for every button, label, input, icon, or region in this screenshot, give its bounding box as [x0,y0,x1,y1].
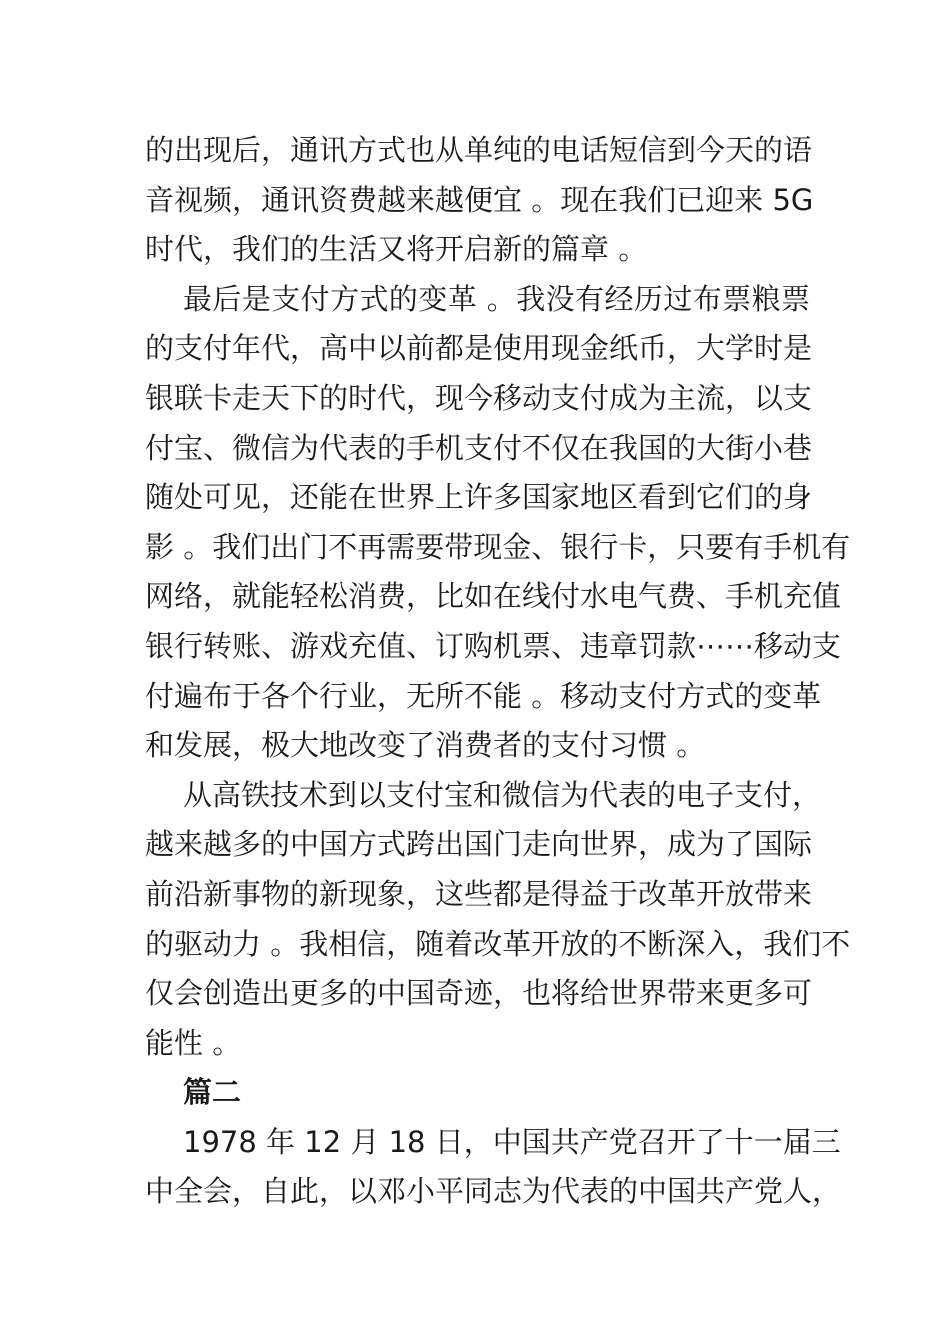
text-line: 的出现后，通讯方式也从单纯的电话短信到今天的语 [145,133,813,167]
text-line: 和发展，极大地改变了消费者的支付习惯 。 [145,728,706,763]
paragraph-first-line: 最后是支付方式的变革 。我没有经历过布票粮票 [183,281,810,316]
text-line: 中全会，自此，以邓小平同志为代表的中国共产党人， [145,1174,842,1209]
text-line: 音视频，通讯资费越来越便宜 。现在我们已迎来 5G [145,182,814,217]
text-line: 随处可见，还能在世界上许多国家地区看到它们的身 [145,480,813,515]
text-line: 的驱动力 。我相信，随着改革开放的不断深入，我们不 [145,926,851,961]
paragraph-first-line: 从高铁技术到以支付宝和微信为代表的电子支付， [183,777,822,812]
text-line: 仅会创造出更多的中国奇迹，也将给世界带来更多可 [145,976,813,1011]
text-line: 网络，就能轻松消费，比如在线付水电气费、手机充值 [145,579,842,614]
text-line: 银行转账、游戏充值、订购机票、违章罚款⋯⋯移动支 [145,628,842,663]
paragraph-first-line: 1978 年 12 月 18 日，中国共产党召开了十一届三 [183,1124,841,1159]
text-line: 银联卡走天下的时代，现今移动支付成为主流，以支 [145,380,813,415]
text-line: 越来越多的中国方式跨出国门走向世界，成为了国际 [145,827,813,862]
text-line: 能性 。 [145,1025,242,1060]
document-body [145,126,851,1217]
text-line: 时代，我们的生活又将开启新的篇章 。 [145,232,648,267]
text-line: 付遍布于各个行业，无所不能 。移动支付方式的变革 [145,678,822,713]
text-line: 的支付年代，高中以前都是使用现金纸币，大学时是 [145,331,813,366]
text-line: 付宝、微信为代表的手机支付不仅在我国的大街小巷 [145,430,813,465]
text-line: 前沿新事物的新现象，这些都是得益于改革开放带来 [145,876,813,911]
section-heading: 篇二 [183,1075,242,1110]
text-line: 影 。我们出门不再需要带现金、银行卡，只要有手机有 [145,529,851,564]
